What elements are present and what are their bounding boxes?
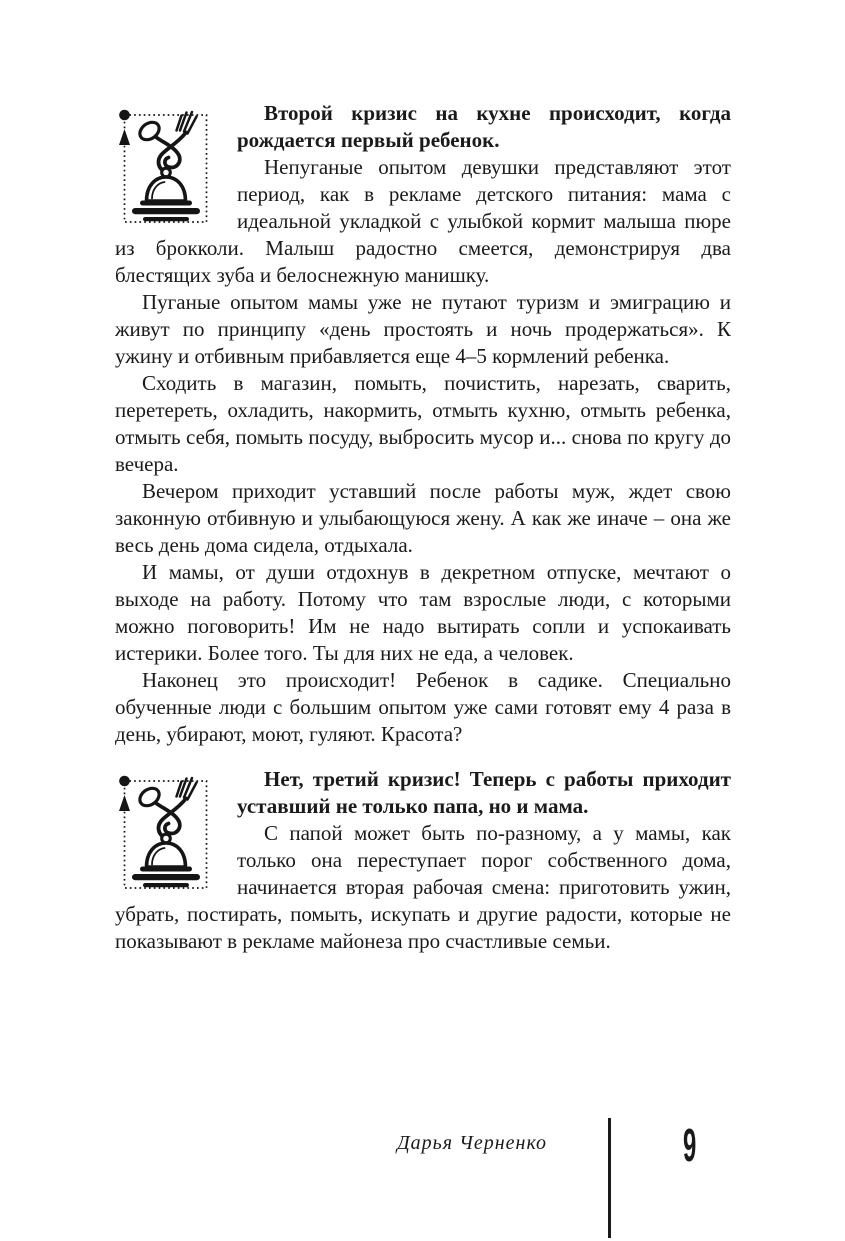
body-paragraph: Наконец это происходит! Ребенок в садике. Специально обученные люди с большим опытом уже сами готовят ему 4 раза в день, убирают, моют, гуляют. Красота? [115,668,731,746]
body-paragraph: И мамы, от души отдохнув в декретном отпуске, мечтают о выходе на работу. Потому что там взрослые люди, с которыми можно поговорить! Им не надо вытирать сопли и успокаивать истерики. Более того. Ты для них не еда, а человек. [115,560,731,665]
body-paragraph: Непуганые опытом девушки представляют этот период, как в рекламе детского питания: мама с идеальной укладкой с улыбкой кормит малыша пюре из брокколи. Малыш радостно смеется, демонстрируя два блестящих зуба и белоснежную манишку. [115,155,731,287]
cloche-cutlery-icon [115,100,215,230]
body-paragraph: Вечером приходит уставший после работы муж, ждет свою законную отбивную и улыбающуюся жену. А как же иначе – она же весь день дома сидела, отдыхала. [115,479,731,557]
page-number: 9 [683,1119,697,1171]
body-paragraph: Сходить в магазин, помыть, почистить, нарезать, сварить, перетереть, охладить, накормить, отмыть кухню, отмыть ребенка, отмыть себя, помыть посуду, выбросить мусор и... снова по кругу до вечера. [115,371,731,476]
cloche-cutlery-icon-svg [115,100,215,230]
section-heading: Нет, третий кризис! Теперь с работы приходит уставший не только папа, но и мама. [237,767,731,818]
cloche-cutlery-icon [115,766,215,896]
text-column [115,100,731,1114]
footer-author: Дарья Черненко [396,1132,548,1154]
section-heading: Второй кризис на кухне происходит, когда рождается первый ребенок. [237,101,731,152]
footer-divider [608,1118,611,1238]
body-paragraph: Пуганые опытом мамы уже не путают туризм и эмиграцию и живут по принципу «день простоять и ночь продержаться». К ужину и отбивным прибавляется еще 4–5 кормлений ребенка. [115,290,731,368]
body-paragraph: С папой может быть по-разному, а у мамы, как только она переступает порог собственного дома, начинается вторая рабочая смена: приготовить ужин, убрать, постирать, помыть, искупать и другие радости, которые не показывают в рекламе майонеза про счастливые семьи. [115,821,731,953]
cloche-cutlery-icon-svg [115,766,215,896]
section-second-crisis [115,100,731,748]
section-third-crisis [115,766,731,955]
